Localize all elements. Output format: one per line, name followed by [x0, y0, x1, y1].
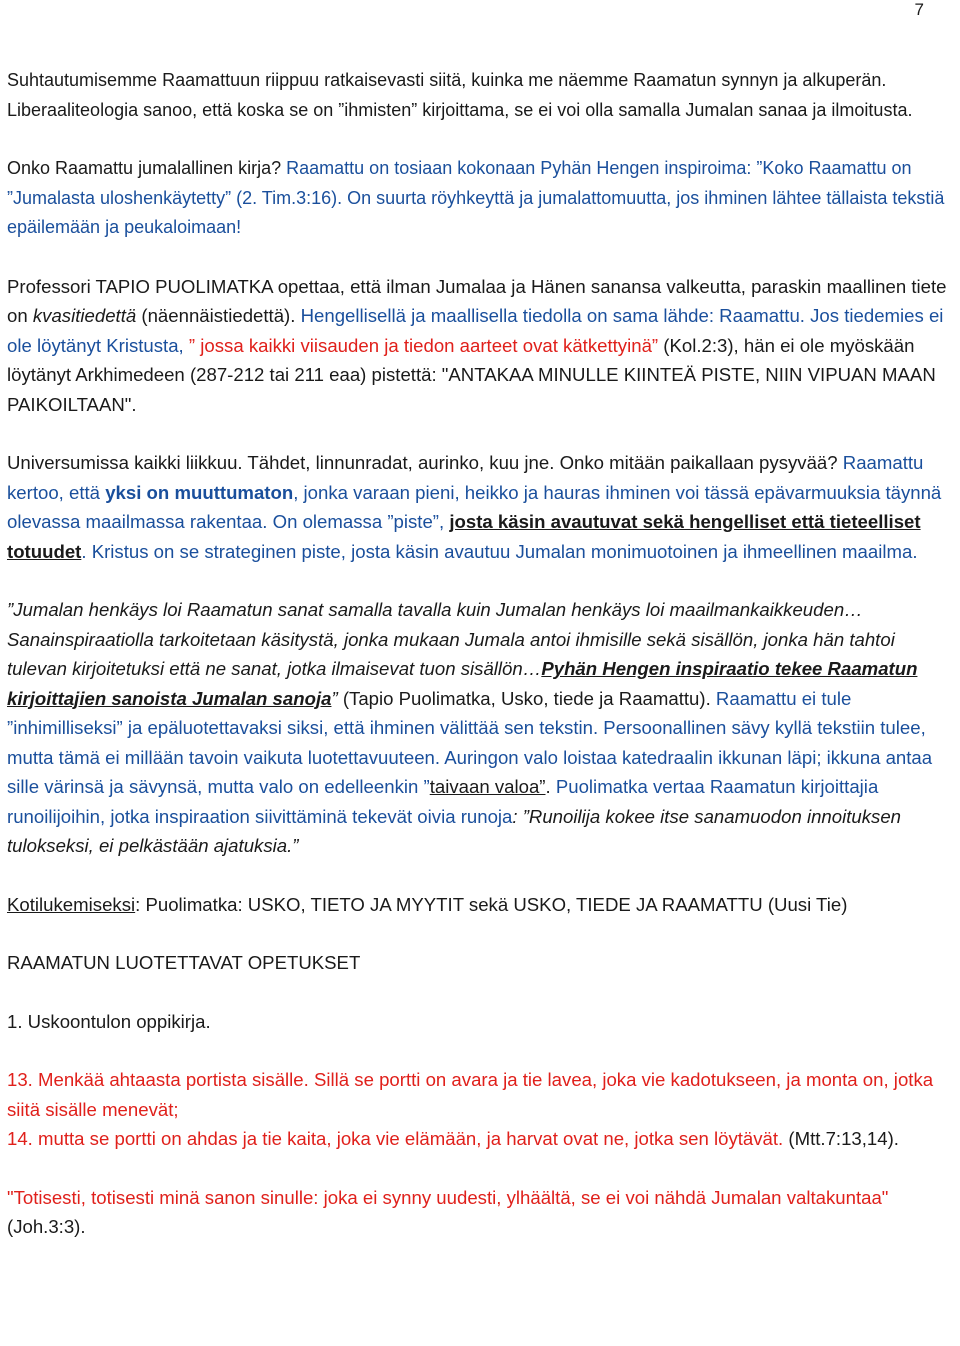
- paragraph-universe: [7, 448, 957, 566]
- archimedes-text: (Kol.2:3), hän ei ole myöskään löytänyt Arkhimedeen (287-212 tai 211 eaa) pistettä: "ANTAKAA MINULLE KIINTEÄ PISTE, NIIN VIPUAN MAAN PAIKOILTAAN".: [7, 334, 936, 415]
- paragraph-inspiration: [7, 154, 957, 243]
- heaven-light-phrase: taivaan valoa”: [429, 776, 546, 797]
- puolimatka-paren: (näennäistiedettä).: [136, 305, 301, 326]
- verse-14: [7, 1124, 957, 1154]
- paragraph-intro: Suhtautumisemme Raamattuun riippuu ratkaisevasti siitä, kuinka me näemme Raamatun synnyn ja alkuperän. Liberaaliteologia sanoo, että koska se on ”ihmisten” kirjoittama, se ei voi olla samalla Jumalan sanaa ja ilmoitusta.: [7, 70, 913, 120]
- personal-tone-text: Persoonallinen sävy kyllä tekstiin tulee, mutta tämä ei millään tavoin vaikuta luotettavuuteen.: [7, 717, 926, 768]
- unchangeable-phrase: yksi on muuttumaton: [105, 481, 294, 503]
- paragraph-puolimatka: [7, 272, 957, 420]
- page-number: 7: [914, 0, 924, 19]
- not-human-text: Raamattu ei tule ”inhimilliseksi” ja epäluotettavaksi siksi, että ihminen välittää sen tekstin.: [7, 687, 852, 738]
- section-heading: RAAMATUN LUOTETTAVAT OPETUKSET: [7, 952, 361, 973]
- sunlight-text: Auringon valo loistaa katedraalin ikkunan läpi; ikkuna antaa sille värinsä ja sävynsä, mutta valo on edelleenkin ”: [7, 746, 933, 797]
- paragraph-reading: [7, 890, 957, 920]
- arrogance-statement: On suurta röyhkeyttä ja jumalattomuutta, jos ihminen lähtee tällaista tekstiä epäilemään ja peukaloimaan!: [7, 187, 945, 237]
- puolimatka-intro: Professori TAPIO PUOLIMATKA opettaa, että ilman Jumalaa ja Hänen sanansa valkeutta, paraskin maallinen tiete on: [7, 275, 947, 326]
- bible-tells: Raamattu kertoo, että: [7, 452, 924, 503]
- holy-spirit-phrase: Pyhän Hengen inspiraatio tekee Raamatun kirjoittajien sanoista Jumalan sanoja: [7, 658, 918, 709]
- john-quote-text: "Totisesti, totisesti minä sanon sinulle: joka ei synny uudesti, ylhäältä, se ei voi nähdä Jumalan valtakuntaa": [7, 1186, 889, 1208]
- inspiration-statement: Raamattu on tosiaan kokonaan Pyhän Hengen inspiroima: ”Koko Raamattu on ”Jumalasta uloshenkäytetty” (2. Tim.3:16).: [7, 158, 912, 208]
- closing-quote-mark: ”: [331, 687, 338, 709]
- verse-14-ref: (Mtt.7:13,14).: [783, 1128, 899, 1149]
- john-quote-ref: (Joh.3:3).: [7, 1216, 86, 1237]
- point-text: On olemassa ”piste”,: [272, 511, 450, 532]
- breath-quote: ”Jumalan henkäys loi Raamatun sanat samalla tavalla kuin Jumalan henkäys loi maailmankaikkeuden… Sanainspiraatiolla tarkoitetaan käsitystä, jonka mukaan Jumala antoi ihmisille sekä sisällön, jonka hän tahtoi tulevan kirjoitetuksi että ne sanat, jotka ilmaisevat tuon sisällön…: [7, 599, 895, 679]
- document-body: [7, 66, 957, 1242]
- foundation-text: , jonka varaan pieni, heikko ja hauras ihminen voi tässä epävarmuuksia täynnä olevassa maailmassa rakentaa.: [7, 481, 942, 532]
- poets-comparison: Puolimatka vertaa Raamatun kirjoittajia runoilijoihin, jotka inspiraation siivittäminä tekevät oivia runoja: [7, 776, 879, 827]
- paragraph-breath: [7, 595, 957, 861]
- poet-quote: : ”Runoilija kokee itse sanamuodon innoituksen tulokseksi, ei pelkästään ajatuksia.”: [7, 805, 902, 856]
- same-source-statement: Hengellisellä ja maallisella tiedolla on sama lähde: Raamattu.: [300, 305, 811, 326]
- question-text: Onko Raamattu jumalallinen kirja?: [7, 158, 287, 178]
- scientist-statement: Jos tiedemies ei ole löytänyt Kristusta,: [7, 305, 944, 356]
- universe-text: Universumissa kaikki liikkuu. Tähdet, linnunradat, aurinko, kuu jne. Onko mitään paikallaan pysyvää?: [7, 452, 843, 473]
- verse-14-text: 14. mutta se portti on ahdas ja tie kaita, joka vie elämään, ja harvat ovat ne, jotka sen löytävät.: [7, 1128, 784, 1149]
- period-text: .: [545, 776, 556, 797]
- truths-phrase: josta käsin avautuvat sekä hengelliset että tieteelliset totuudet: [7, 511, 921, 562]
- verse-13: 13. Menkää ahtaasta portista sisälle. Sillä se portti on avara ja tie lavea, joka vie kadotukseen, ja monta on, jotka siitä sisälle menevät;: [7, 1069, 934, 1120]
- christ-point-text: . Kristus on se strateginen piste, josta käsin avautuu Jumalan monimuotoinen ja ihmeellinen maailma.: [81, 540, 918, 562]
- list-item-1: 1. Uskoontulon oppikirja.: [7, 1010, 211, 1032]
- john-quote: [7, 1183, 957, 1242]
- reading-books: : Puolimatka: USKO, TIETO JA MYYTIT sekä USKO, TIEDE JA RAAMATTU (Uusi Tie): [135, 893, 848, 915]
- source-citation: (Tapio Puolimatka, Usko, tiede ja Raamattu).: [337, 687, 716, 709]
- colossians-quote: ” jossa kaikki viisauden ja tiedon aarteet ovat kätkettyinä”: [188, 334, 659, 356]
- kvasitiede-term: kvasitiedettä: [32, 305, 137, 326]
- reading-label: Kotilukemiseksi: [7, 893, 136, 915]
